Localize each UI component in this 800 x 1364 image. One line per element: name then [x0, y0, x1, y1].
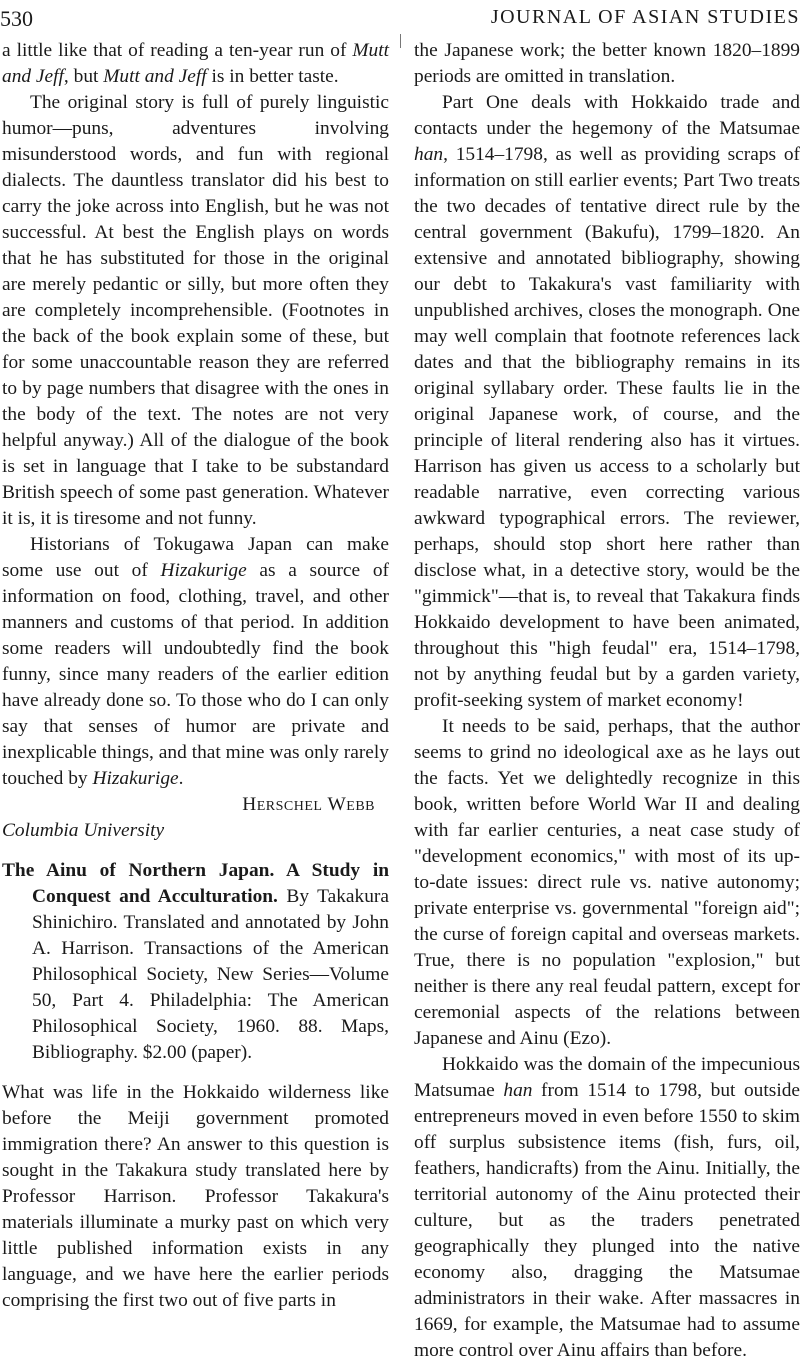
left-paragraph-2: The original story is full of purely linguistic humor—puns, adventures involving misunderstood words, and fun with regional dialects. The dauntless translator did his best to carry the joke across into English, but he was not successful. At best the English plays on words that he has substituted for those in the original are merely pedantic or silly, but more often they are completely incomprehensible. (Footnotes in the back of the book explain some of these, but for some unaccountable reason they are referred to by page numbers that disagree with the ones in the body of the text. The notes are not very helpful anyway.) All of the dialogue of the book is set in language that I take to be substandard British speech of some past generation. Whatever it is, it is tiresome and not funny. [2, 92, 389, 529]
reviewer-name: Herschel Webb [242, 794, 375, 815]
book-citation [2, 858, 389, 1066]
journal-title: JOURNAL OF ASIAN STUDIES [490, 6, 800, 28]
right-paragraph-2: Part One deals with Hokkaido trade and contacts under the hegemony of the Matsumae han, 1514–1798, as well as providing scraps of information on still earlier events; Part Two treats the two decades of tentative direct rule by the central government (Bakufu), 1799–1820. An extensive and annotated bibliography, showing our debt to Takakura's vast familiarity with unpublished archives, closes the monograph. One may well complain that footnote references lack dates and that the bibliography remains in its original syllabary order. These faults lie in the original Japanese work, of course, and the principle of literal rendering also has it virtues. Harrison has given us access to a scholarly but readable narrative, even correcting various awkward typographical errors. The reviewer, perhaps, should stop short here rather than disclose what, in a detective story, would be the "gimmick"—that is, to reveal that Takakura finds Hokkaido development to have been animated, throughout this "high feudal" era, 1514–1798, not by anything feudal but by a garden variety, profit-seeking system of market economy! [414, 92, 800, 711]
book-details: By Takakura Shinichiro. Translated and annotated by John A. Harrison. Transactions of the American Philosophical Society, New Series—Volume 50, Part 4. Philadelphia: The American Philosophical Society, 1960. 88. Maps, Bibliography. $2.00 (paper). [32, 886, 389, 1063]
right-paragraph-3: It needs to be said, perhaps, that the author seems to grind no ideological axe as he lays out the facts. Yet we delightedly recognize in this book, written before World War II and dealing with far earlier centuries, a neat case study of "development economics," with most of its up-to-date issues: direct rule vs. native autonomy; private enterprise vs. governmental "foreign aid"; the curse of foreign capital and overseas markets. True, there is no population "explosion," but neither is there any real feudal pattern, except for ceremonial aspects of the relations between Japanese and Ainu (Ezo). [414, 716, 800, 1049]
running-header [0, 6, 800, 32]
right-column [414, 38, 800, 1364]
page-number: 530 [0, 6, 33, 31]
right-paragraph-4: Hokkaido was the domain of the impecunious Matsumae han from 1514 to 1798, but outside entrepreneurs moved in even before 1550 to skim off surplus subsistence items (fish, furs, oil, feathers, handicrafts) from the Ainu. Initially, the territorial autonomy of the Ainu protected their culture, but as the traders penetrated geographically they plunged into the native economy also, dragging the Matsumae administrators in their wake. After massacres in 1669, for example, the Matsumae had to assume more control over Ainu affairs than before. [414, 1054, 800, 1361]
left-column [2, 38, 389, 1314]
reviewer-affiliation: Columbia University [2, 820, 165, 841]
left-paragraph-3: Historians of Tokugawa Japan can make some use out of Hizakurige as a source of information on food, clothing, travel, and other manners and customs of that period. In addition some readers will undoubtedly find the book funny, since many readers of the earlier edition have already done so. To those who do I can only say that senses of humor are private and inexplicable things, and that mine was only rarely touched by Hizakurige. [2, 534, 389, 789]
book-title: The Ainu of Northern Japan. A Study in Conquest and Acculturation. [2, 860, 389, 907]
left-paragraph-4: What was life in the Hokkaido wilderness like before the Meiji government promoted immigration there? An answer to this question is sought in the Takakura study translated here by Professor Harrison. Professor Takakura's materials illuminate a murky past on which very little published information exists in any language, and we have here the earlier periods comprising the first two out of five parts in [2, 1082, 389, 1311]
right-paragraph-1: the Japanese work; the better known 1820–1899 periods are omitted in translation. [414, 40, 800, 87]
column-divider [400, 34, 401, 48]
left-paragraph-1: a little like that of reading a ten-year run of Mutt and Jeff, but Mutt and Jeff is in better taste. [2, 40, 389, 87]
